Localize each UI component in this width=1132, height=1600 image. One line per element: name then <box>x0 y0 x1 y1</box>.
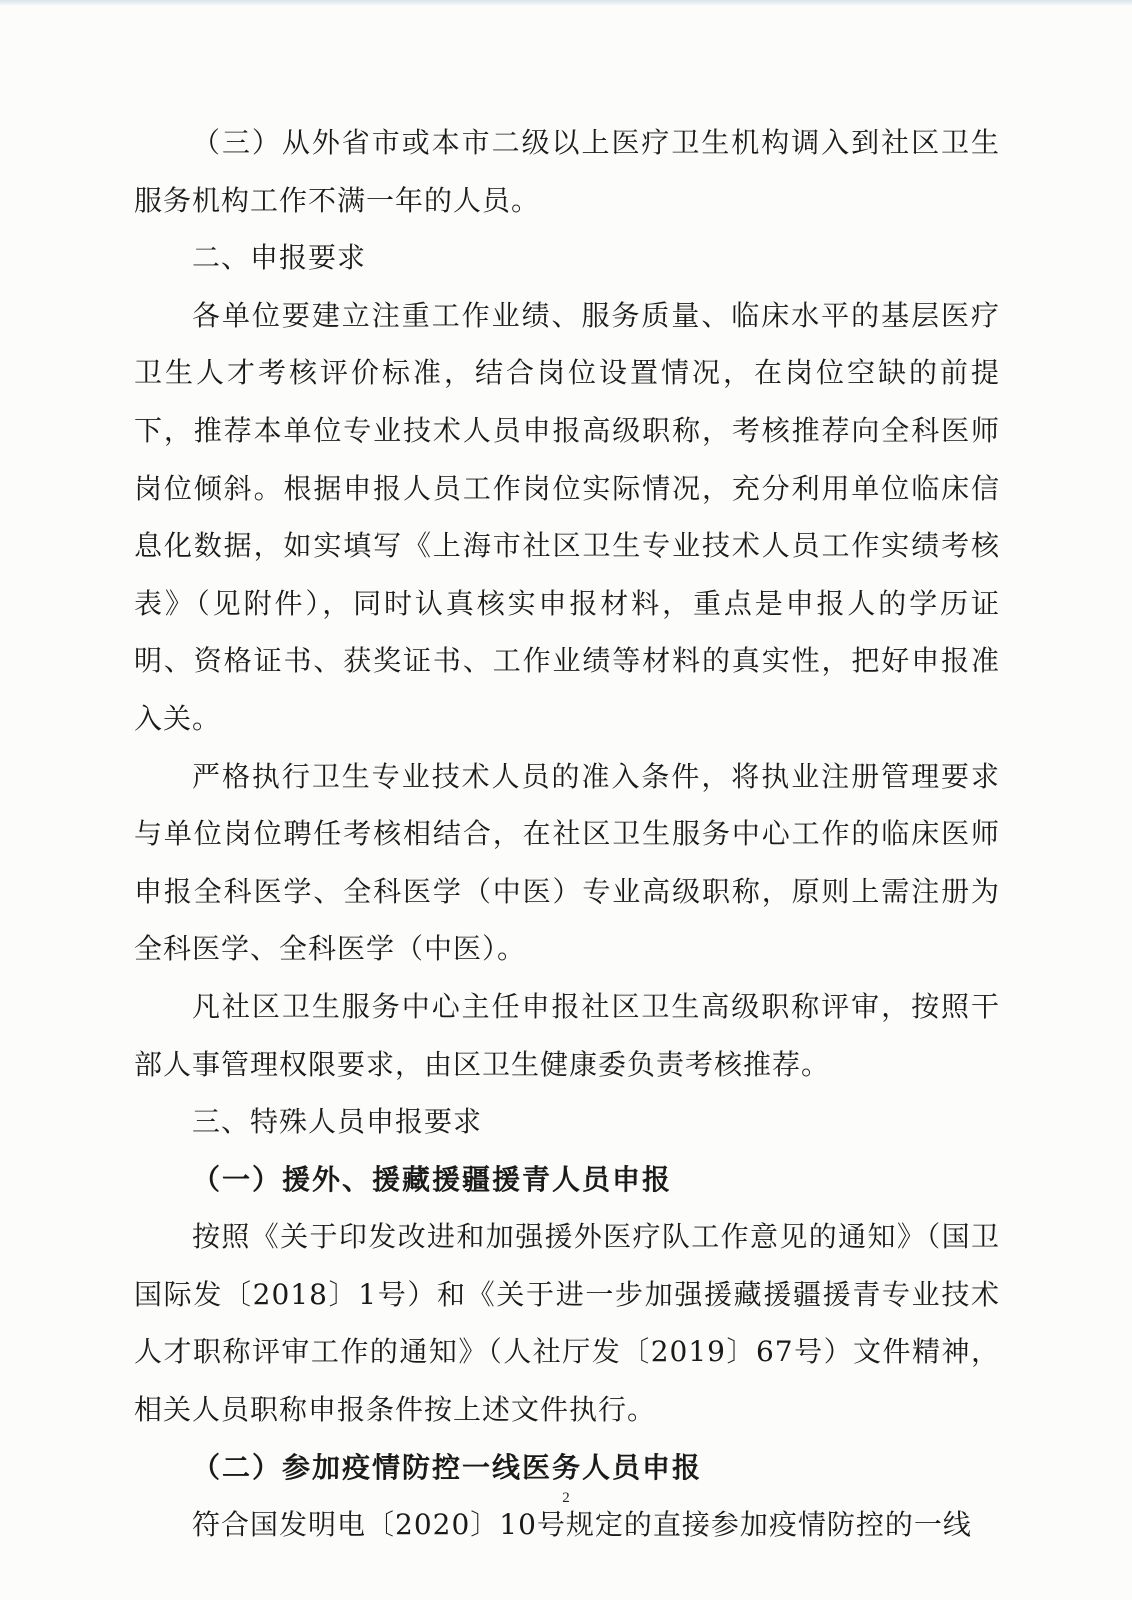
paragraph-center-director: 凡社区卫生服务中心主任申报社区卫生高级职称评审，按照干部人事管理权限要求，由区卫生健康委负责考核推荐。 <box>134 989 1000 1081</box>
subheading-epidemic-staff: （二）参加疫情防控一线医务人员申报 <box>192 1450 703 1484</box>
page-number: 2 <box>562 1490 570 1506</box>
paragraph-epidemic-staff: 符合国发明电〔2020〕10号规定的直接参加疫情防控的一线 <box>192 1508 972 1542</box>
scan-top-edge <box>0 0 1132 6</box>
paragraph-aid-staff: 按照《关于印发改进和加强援外医疗队工作意见的通知》（国卫国际发〔2018〕1号）和《关于进一步加强援藏援疆援青专业技术人才职称评审工作的通知》（人社厅发〔2019〕67号）文件精神，相关人员职称申报条件按上述文件执行。 <box>134 1220 1000 1427</box>
section-heading-special-staff: 三、特殊人员申报要求 <box>192 1105 483 1139</box>
document-body <box>134 114 1000 1554</box>
paragraph-access-conditions: 严格执行卫生专业技术人员的准入条件，将执业注册管理要求与单位岗位聘任考核相结合，在社区卫生服务中心工作的临床医师申报全科医学、全科医学（中医）专业高级职称，原则上需注册为全科医学、全科医学（中医）。 <box>134 759 1000 966</box>
subheading-aid-staff: （一）援外、援藏援疆援青人员申报 <box>192 1162 673 1196</box>
section-heading-requirements: 二、申报要求 <box>192 241 367 275</box>
paragraph-excluded-staff: （三）从外省市或本市二级以上医疗卫生机构调入到社区卫生服务机构工作不满一年的人员。 <box>134 126 1000 217</box>
paragraph-unit-requirements: 各单位要建立注重工作业绩、服务质量、临床水平的基层医疗卫生人才考核评价标准，结合岗位设置情况，在岗位空缺的前提下，推荐本单位专业技术人员申报高级职称，考核推荐向全科医师岗位倾斜。根据申报人员工作岗位实际情况，充分利用单位临床信息化数据，如实填写《上海市社区卫生专业技术人员工作实绩考核表》（见附件），同时认真核实申报材料，重点是申报人的学历证明、资格证书、获奖证书、工作业绩等材料的真实性，把好申报准入关。 <box>134 298 1000 735</box>
